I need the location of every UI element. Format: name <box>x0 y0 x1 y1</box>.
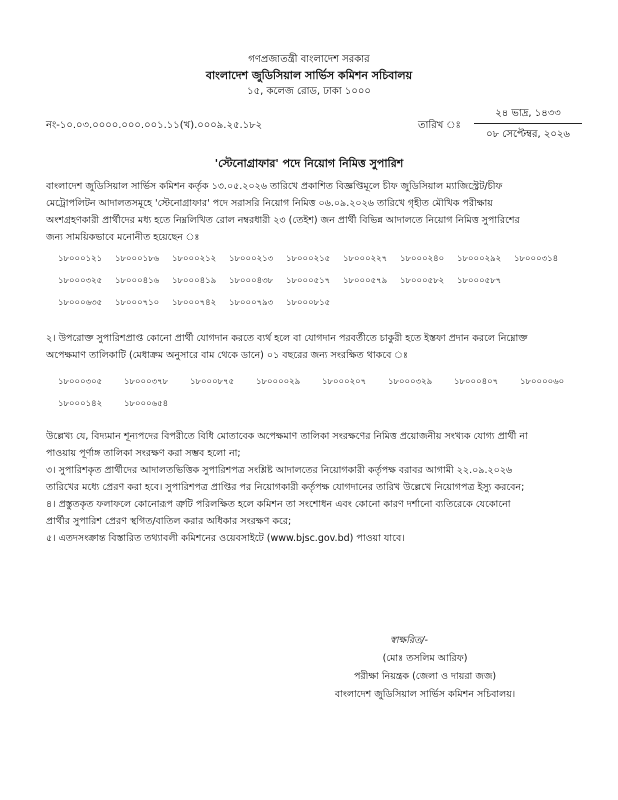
roll-number: ১৮০০০৪৩৮ <box>229 276 274 286</box>
office-address: ১৫, কলেজ রোড, ঢাকা ১০০০ <box>247 86 371 97</box>
roll-number: ১৮০০০৮৭৫ <box>190 377 235 387</box>
roll-number: ১৮০০০১২১ <box>58 254 103 264</box>
waiting-roll-list <box>58 375 578 419</box>
note-line: তারিখের মধ্যে প্রেরণ করা হবে। সুপারিশপত্র প্রাপ্তির পর নিয়োগকারী কর্তৃপক্ষ যোগদানের তারিখ উল্লেখে নিয়োগপত্র ইস্যু করবেন; <box>46 482 525 493</box>
signatory-designation: পরীক্ষা নিয়ন্ত্রক (জেলা ও দায়রা জজ) <box>353 671 497 682</box>
note-line: ৩। সুপারিশকৃত প্রার্থীদের আদালতভিত্তিক সুপারিশপত্র সংশ্লিষ্ট আদালতের নিয়োগকারী কর্তৃপক্ষ বরাবর আগামী ২২.০৯.২০২৬ <box>46 465 513 476</box>
date-label: তারিখ ঃ <box>418 120 461 131</box>
roll-number: ১৮০০০২১৩ <box>229 254 274 264</box>
roll-number: ১৮০০০৭৯৩ <box>229 298 274 308</box>
roll-number: ১৮০০০২৯২ <box>457 254 502 264</box>
roll-number: ১৮০০০০২৯ <box>256 377 301 387</box>
roll-number: ১৮০০০৪১৯ <box>172 276 217 286</box>
roll-number: ১৮০০০২৪০ <box>400 254 445 264</box>
intro-line: মেট্রোপলিটন আদালতসমূহে 'স্টেনোগ্রাফার' পদে সরাসরি নিয়োগ নিমিত্ত ০৬.০৯.২০২৬ তারিখে গৃহীত মৌখিক পরীক্ষায় <box>46 198 493 209</box>
intro-line: বাংলাদেশ জুডিসিয়াল সার্ভিস কমিশন কর্তৃক ১৩.০৫.২০২৬ তারিখে প্রকাশিত বিজ্ঞপ্তিমূলে চীফ জুডিসিয়াল ম্যাজিস্ট্রেট/চীফ <box>46 181 503 192</box>
roll-number: ১৮০০০৫৮২ <box>400 276 445 286</box>
selected-roll-list <box>58 252 578 318</box>
roll-number: ১৮০০০৮১৫ <box>286 298 331 308</box>
roll-number: ১৮০০০২১২ <box>172 254 217 264</box>
roll-row <box>58 296 578 318</box>
government-name: গণপ্রজাতন্ত্রী বাংলাদেশ সরকার <box>248 54 370 65</box>
roll-number: ১৮০০০৪১৬ <box>115 276 160 286</box>
roll-number: ১৮০০০৩৭৮ <box>124 377 169 387</box>
roll-row <box>58 274 578 296</box>
roll-number: ১৮০০০১৪২ <box>58 399 103 409</box>
roll-number: ১৮০০০৬৩৫ <box>58 298 103 308</box>
date-bangla: ২৪ ভাদ্র, ১৪৩৩ <box>495 108 561 119</box>
office-name: বাংলাদেশ জুডিসিয়াল সার্ভিস কমিশন সচিবালয় <box>205 69 413 82</box>
roll-number: ১৮০০০৫৮৭ <box>457 276 502 286</box>
note-line: ৫। এতদসংক্রান্ত বিস্তারিত তথ্যাবলী কমিশনের ওয়েবসাইটে (www.bjsc.gov.bd) পাওয়া যাবে। <box>46 533 405 544</box>
document-title: 'স্টেনোগ্রাফার' পদে নিয়োগ নিমিত্ত সুপারিশ <box>214 157 404 170</box>
note-line: ৪। প্রস্তুতকৃত ফলাফলে কোনোরূপ ত্রুটি পরিলক্ষিত হলে কমিশন তা সংশোধন এবং কোনো কারণ দর্শানো ব্যতিরেকে যেকোনো <box>46 499 511 510</box>
intro-paragraph <box>46 178 574 246</box>
para2-line: ২। উপরোক্ত সুপারিশপ্রাপ্ত কোনো প্রার্থী যোগদান করতে ব্যর্থ হলে বা যোগদান পরবর্তীতে চাকুরী হতে ইস্তফা প্রদান করলে নিম্নোক্ত <box>46 333 528 344</box>
roll-number: ১৮০০০৩২৯ <box>388 377 433 387</box>
signatory-office: বাংলাদেশ জুডিসিয়াল সার্ভিস কমিশন সচিবালয়। <box>334 689 516 700</box>
roll-number: ১৮০০০২২৭ <box>343 254 388 264</box>
note-line: উল্লেখ্য যে, বিদ্যমান শূন্যপদের বিপরীতে বিধি মোতাবেক অপেক্ষমাণ তালিকা সংরক্ষণের নিমিত্ত প্রয়োজনীয় সংখ্যক যোগ্য প্রার্থী না <box>46 431 528 442</box>
roll-number: ১৮০০০৩০৫ <box>58 377 103 387</box>
note-line: প্রার্থীর সুপারিশ প্রেরণ স্থগিত/বাতিল করার অধিকার সংরক্ষণ করে; <box>46 516 292 527</box>
roll-number: ১৮০০০৫১৭ <box>286 276 331 286</box>
roll-number: ১৮০০০১৮৬ <box>115 254 160 264</box>
roll-number: ১৮০০০৬৫৪ <box>124 399 169 409</box>
roll-row <box>58 252 578 274</box>
waiting-list-paragraph <box>46 330 574 364</box>
roll-number: ১৮০০০৭১০ <box>115 298 160 308</box>
roll-number: ১৮০০০২০৭ <box>322 377 367 387</box>
para2-line: অপেক্ষমাণ তালিকাটি (মেধাক্রম অনুসারে বাম থেকে ডানে) ০১ বছরের জন্য সংরক্ষিত থাকবে ঃ <box>46 350 408 361</box>
note-line: পাওয়ায় পূর্ণাঙ্গ তালিকা সংরক্ষণ করা সম্ভব হলো না; <box>46 448 241 459</box>
date-divider <box>474 123 582 124</box>
roll-number: ১৮০০০৩১৪ <box>514 254 559 264</box>
memo-number: নং-১০.০৩.০০০০.০০০.০০১.১১(খ).০০০৯.২৫.১৮২ <box>46 120 263 131</box>
intro-line: জন্য সাময়িকভাবে মনোনীত হয়েছেন ঃ <box>46 232 200 243</box>
signature-mark: স্বাক্ষরিত/- <box>390 635 428 646</box>
date-gregorian: ০৮ সেপ্টেম্বর, ২০২৬ <box>486 129 570 140</box>
signatory-name: (মোঃ তসলিম আরিফ) <box>382 653 468 664</box>
intro-line: অংশগ্রহণকারী প্রার্থীদের মধ্য হতে নিম্নলিখিত রোল নম্বরধারী ২৩ (তেইশ) জন প্রার্থী বিভিন্ন আদালতে নিয়োগ নিমিত্ত সুপারিশের <box>46 215 520 226</box>
roll-row <box>58 397 578 419</box>
roll-number: ১৮০০০৪০৭ <box>454 377 499 387</box>
roll-number: ১৮০০০৩২৫ <box>58 276 103 286</box>
roll-number: ১৮০০০৭৪২ <box>172 298 217 308</box>
roll-number: ১৮০০০০৬০ <box>520 377 565 387</box>
roll-number: ১৮০০০২১৫ <box>286 254 331 264</box>
roll-number: ১৮০০০৫৭৯ <box>343 276 388 286</box>
notes-paragraph <box>46 428 574 547</box>
roll-row <box>58 375 578 397</box>
